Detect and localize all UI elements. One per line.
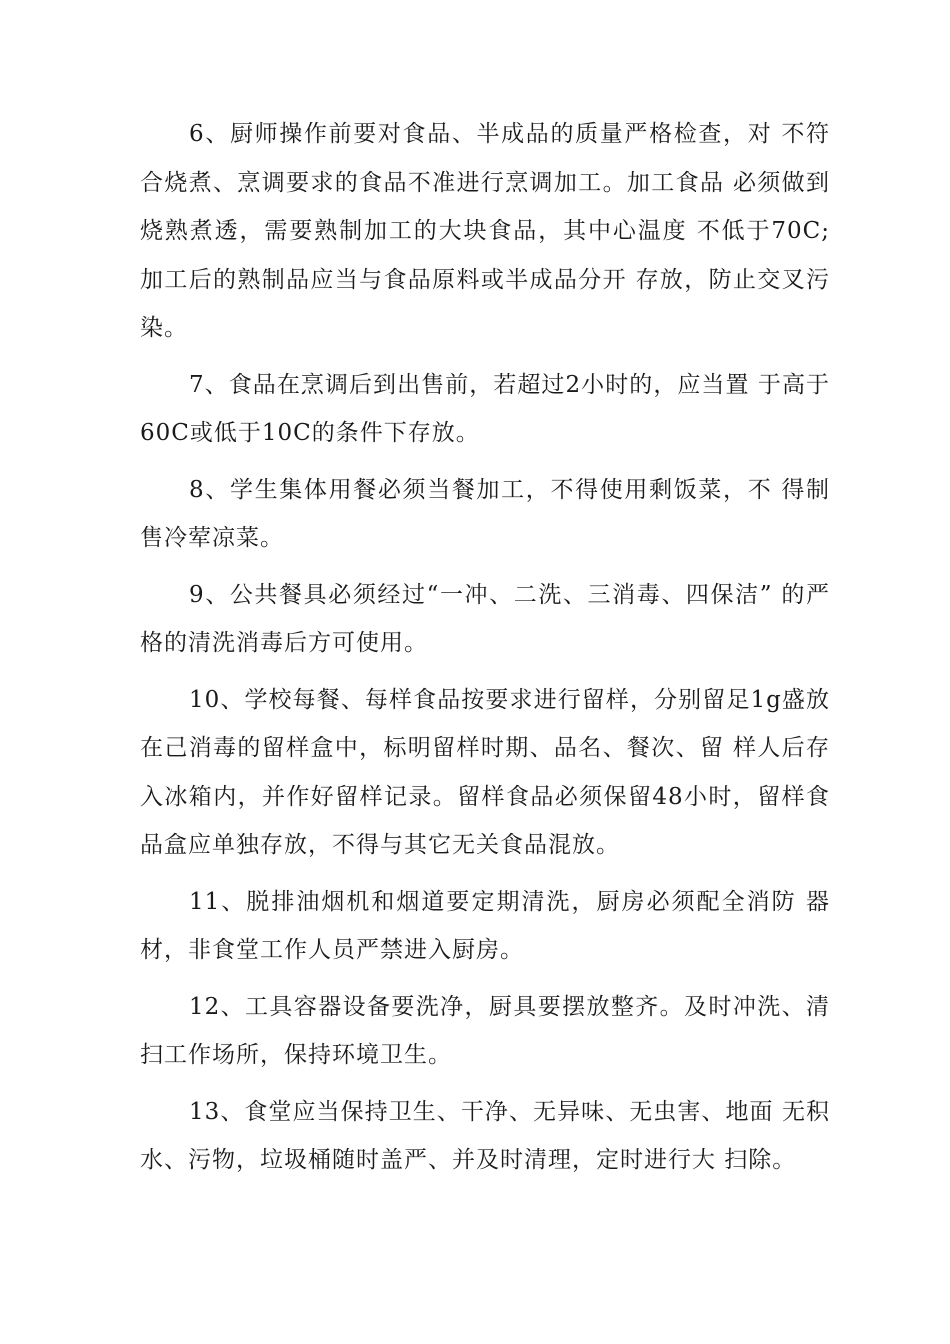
paragraph-7: 7、食品在烹调后到出售前，若超过2小时的，应当置 于高于60C或低于10C的条件下存放。 [140,371,830,446]
paragraph-12: 12、工具容器设备要洗净，厨具要摆放整齐。及时冲洗、清扫工作场所，保持环境卫生。 [140,993,830,1068]
paragraph-11: 11、脱排油烟机和烟道要定期清洗，厨房必须配全消防 器材，非食堂工作人员严禁进入厨房。 [140,888,830,963]
paragraph-6: 6、厨师操作前要对食品、半成品的质量严格检查，对 不符合烧煮、烹调要求的食品不准进行烹调加工。加工食品 必须做到烧熟煮透，需要熟制加工的大块食品，其中心温度 不低于70C;加工后的熟制品应当与食品原料或半成品分开 存放，防止交叉污染。 [140,121,830,341]
paragraph-8: 8、学生集体用餐必须当餐加工，不得使用剩饭菜，不 得制售冷荤凉菜。 [140,476,830,551]
document-body [140,110,830,1193]
paragraph-9: 9、公共餐具必须经过“一冲、二洗、三消毒、四保洁” 的严格的清洗消毒后方可使用。 [140,581,830,656]
paragraph-13: 13、食堂应当保持卫生、干净、无异味、无虫害、地面 无积水、污物，垃圾桶随时盖严、并及时清理，定时进行大 扫除。 [140,1098,830,1173]
paragraph-10: 10、学校每餐、每样食品按要求进行留样，分别留足1g盛放在己消毒的留样盒中，标明留样时期、品名、餐次、留 样人后存入冰箱内，并作好留样记录。留样食品必须保留48小时，留样食品盒应单独存放，不得与其它无关食品混放。 [140,686,830,858]
